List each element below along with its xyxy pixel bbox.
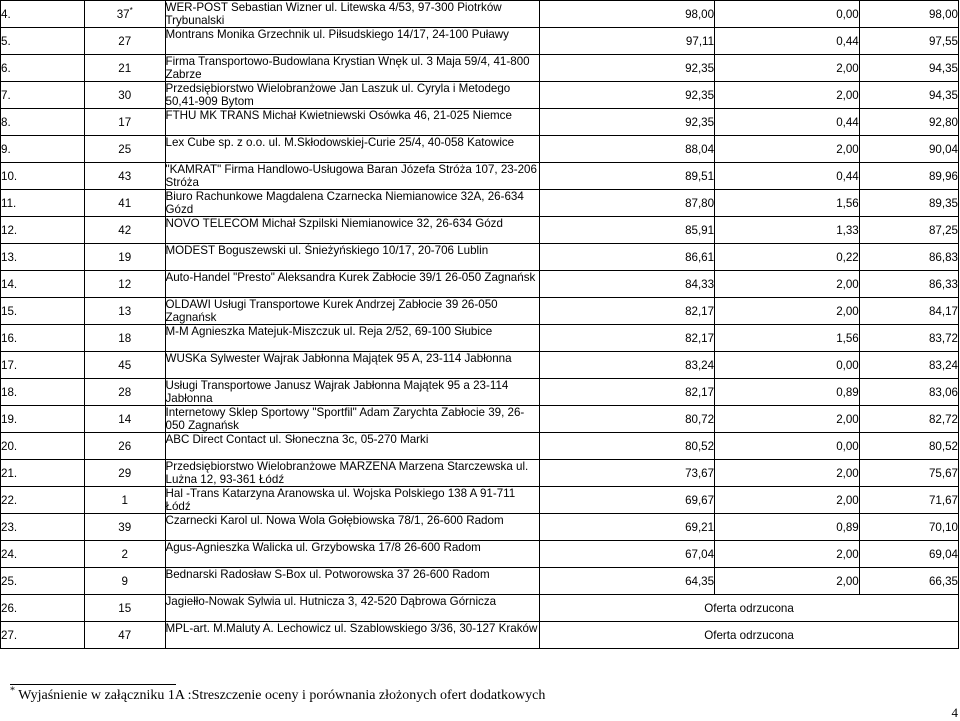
score-price: 82,17 [540, 379, 715, 406]
offer-number [85, 1, 166, 28]
score-price: 85,91 [540, 217, 715, 244]
table-row [1, 622, 959, 649]
rank-number: 24. [1, 541, 85, 568]
footnote-reference-mark: * [129, 5, 133, 15]
rank-number: 4. [1, 1, 85, 28]
contractor-name-text: Firma Transportowo-Budowlana Krystian Wnęk ul. 3 Maja 59/4, 41-800 Zabrze [165, 55, 530, 81]
score-price: 67,04 [540, 541, 715, 568]
table-row [1, 541, 959, 568]
offer-number-value: 47 [118, 628, 132, 642]
contractor-name-text: NOVO TELECOM Michał Szpilski Niemianowice 32, 26-634 Gózd [165, 217, 503, 230]
score-total: 98,00 [859, 1, 958, 28]
footnote-mark: * [10, 685, 15, 697]
contractor-name-text: WER-POST Sebastian Wizner ul. Litewska 4/53, 97-300 Piotrków Trybunalski [165, 1, 502, 27]
contractor-name-text: M-M Agnieszka Matejuk-Miszczuk ul. Reja 2/52, 69-100 Słubice [165, 325, 493, 338]
offer-number [85, 28, 166, 55]
offer-number [85, 217, 166, 244]
rank-number: 25. [1, 568, 85, 595]
table-row [1, 460, 959, 487]
score-price: 84,33 [540, 271, 715, 298]
offer-number [85, 379, 166, 406]
score-additional: 0,22 [715, 244, 860, 271]
score-total: 89,35 [859, 190, 958, 217]
rank-number: 9. [1, 136, 85, 163]
offer-number [85, 136, 166, 163]
contractor-name-text: Bednarski Radosław S-Box ul. Potworowska 37 26-600 Radom [165, 568, 490, 581]
offer-number [85, 190, 166, 217]
score-total: 83,72 [859, 325, 958, 352]
offer-number [85, 406, 166, 433]
offer-number-value: 18 [118, 331, 132, 345]
contractor-name [165, 325, 540, 352]
offer-number [85, 568, 166, 595]
offer-number-value: 12 [118, 277, 132, 291]
rank-number: 19. [1, 406, 85, 433]
offer-number [85, 541, 166, 568]
offer-number-value: 1 [121, 493, 128, 507]
table-row [1, 595, 959, 622]
contractor-name-text: Lex Cube sp. z o.o. ul. M.Skłodowskiej-Curie 25/4, 40-058 Katowice [165, 136, 515, 149]
rank-number: 26. [1, 595, 85, 622]
score-total: 89,96 [859, 163, 958, 190]
rank-number: 18. [1, 379, 85, 406]
footnote-text: Wyjaśnienie w załączniku 1A :Streszczenie oceny i porównania złożonych ofert dodatkowych [15, 688, 546, 703]
contractor-name [165, 136, 540, 163]
contractor-name [165, 82, 540, 109]
contractor-name [165, 568, 540, 595]
score-additional: 2,00 [715, 271, 860, 298]
contractor-name-text: Agus-Agnieszka Walicka ul. Grzybowska 17/8 26-600 Radom [165, 541, 481, 554]
score-additional: 0,00 [715, 352, 860, 379]
score-total: 71,67 [859, 487, 958, 514]
score-total: 70,10 [859, 514, 958, 541]
score-total: 83,06 [859, 379, 958, 406]
score-price: 87,80 [540, 190, 715, 217]
score-price: 80,72 [540, 406, 715, 433]
score-additional: 0,00 [715, 1, 860, 28]
table-row [1, 163, 959, 190]
offer-number-value: 26 [118, 439, 132, 453]
score-additional: 2,00 [715, 82, 860, 109]
rank-number: 6. [1, 55, 85, 82]
rank-number: 22. [1, 487, 85, 514]
score-additional: 2,00 [715, 406, 860, 433]
contractor-name [165, 28, 540, 55]
contractor-name-text: Hal -Trans Katarzyna Aranowska ul. Wojska Polskiego 138 A 91-711 Łódź [165, 487, 516, 513]
score-additional: 2,00 [715, 568, 860, 595]
score-total: 86,83 [859, 244, 958, 271]
score-price: 89,51 [540, 163, 715, 190]
offer-number [85, 514, 166, 541]
page-number: 4 [951, 705, 958, 720]
contractor-name [165, 109, 540, 136]
table-row [1, 109, 959, 136]
score-price: 83,24 [540, 352, 715, 379]
footnote-divider [10, 684, 176, 685]
contractor-name-text: Czarnecki Karol ul. Nowa Wola Gołębiowska 78/1, 26-600 Radom [165, 514, 504, 527]
offer-number [85, 595, 166, 622]
score-additional: 2,00 [715, 298, 860, 325]
score-total: 82,72 [859, 406, 958, 433]
score-total: 94,35 [859, 82, 958, 109]
contractor-name-text: MODEST Boguszewski ul. Śnieżyńskiego 10/17, 20-706 Lublin [165, 244, 489, 257]
table-row [1, 82, 959, 109]
score-total: 86,33 [859, 271, 958, 298]
score-additional: 0,89 [715, 514, 860, 541]
score-additional: 2,00 [715, 460, 860, 487]
offer-number [85, 82, 166, 109]
offer-number-value: 39 [118, 520, 132, 534]
contractor-name [165, 55, 540, 82]
contractor-name-text: FTHU MK TRANS Michał Kwietniewski Osówka 46, 21-025 Niemce [165, 109, 512, 122]
contractor-name-text: MPL-art. M.Maluty A. Lechowicz ul. Szablowskiego 3/36, 30-127 Kraków [165, 622, 538, 635]
score-price: 92,35 [540, 55, 715, 82]
score-total: 75,67 [859, 460, 958, 487]
contractor-name-text: Montrans Monika Grzechnik ul. Piłsudskiego 14/17, 24-100 Puławy [165, 28, 509, 41]
score-price: 69,21 [540, 514, 715, 541]
contractor-name [165, 460, 540, 487]
score-price: 86,61 [540, 244, 715, 271]
contractor-name-text: OLDAWI Usługi Transportowe Kurek Andrzej Zabłocie 39 26-050 Zagnańsk [165, 298, 498, 324]
offer-number-value: 42 [118, 223, 132, 237]
score-additional: 2,00 [715, 55, 860, 82]
score-additional: 2,00 [715, 487, 860, 514]
score-additional: 1,56 [715, 190, 860, 217]
table-row [1, 244, 959, 271]
score-total: 66,35 [859, 568, 958, 595]
score-price: 92,35 [540, 82, 715, 109]
contractor-name [165, 379, 540, 406]
table-row [1, 298, 959, 325]
offer-number-value: 19 [118, 250, 132, 264]
rank-number: 5. [1, 28, 85, 55]
offers-table-body [1, 1, 959, 649]
offer-number-value: 9 [121, 574, 128, 588]
offer-number-value: 30 [118, 88, 132, 102]
table-row [1, 28, 959, 55]
offer-number [85, 109, 166, 136]
offer-number [85, 271, 166, 298]
table-row [1, 433, 959, 460]
contractor-name [165, 541, 540, 568]
contractor-name-text: Jagiełło-Nowak Sylwia ul. Hutnicza 3, 42-520 Dąbrowa Górnicza [165, 595, 497, 608]
contractor-name [165, 433, 540, 460]
offer-number [85, 244, 166, 271]
score-price: 82,17 [540, 325, 715, 352]
contractor-name [165, 1, 540, 28]
score-price: 64,35 [540, 568, 715, 595]
table-row [1, 379, 959, 406]
offer-number [85, 622, 166, 649]
contractor-name-text: Internetowy Sklep Sportowy "Sportfil" Adam Zarychta Zabłocie 39, 26-050 Zagnańsk [165, 406, 525, 432]
score-total: 87,25 [859, 217, 958, 244]
score-total: 94,35 [859, 55, 958, 82]
contractor-name-text: Biuro Rachunkowe Magdalena Czarnecka Niemianowice 32A, 26-634 Gózd [165, 190, 524, 216]
table-row [1, 136, 959, 163]
score-total: 90,04 [859, 136, 958, 163]
offer-number-value: 17 [118, 115, 132, 129]
score-price: 82,17 [540, 298, 715, 325]
offer-number [85, 433, 166, 460]
contractor-name [165, 622, 540, 649]
contractor-name [165, 352, 540, 379]
contractor-name [165, 163, 540, 190]
offer-number-value: 25 [118, 142, 132, 156]
table-row [1, 568, 959, 595]
rank-number: 14. [1, 271, 85, 298]
score-price: 97,11 [540, 28, 715, 55]
offer-number [85, 487, 166, 514]
rejection-status: Oferta odrzucona [540, 622, 959, 649]
score-total: 97,55 [859, 28, 958, 55]
offer-number-value: 43 [118, 169, 132, 183]
table-row [1, 55, 959, 82]
offer-number-value: 14 [118, 412, 132, 426]
offer-number-value: 21 [118, 61, 132, 75]
contractor-name [165, 190, 540, 217]
offer-number-value: 41 [118, 196, 132, 210]
offer-number [85, 352, 166, 379]
table-row [1, 352, 959, 379]
score-price: 80,52 [540, 433, 715, 460]
score-additional: 0,00 [715, 433, 860, 460]
rank-number: 11. [1, 190, 85, 217]
rank-number: 21. [1, 460, 85, 487]
offer-number [85, 298, 166, 325]
contractor-name [165, 244, 540, 271]
rank-number: 23. [1, 514, 85, 541]
score-total: 69,04 [859, 541, 958, 568]
rank-number: 16. [1, 325, 85, 352]
score-total: 83,24 [859, 352, 958, 379]
score-total: 80,52 [859, 433, 958, 460]
contractor-name-text: WUSKa Sylwester Wajrak Jabłonna Majątek 95 A, 23-114 Jabłonna [165, 352, 512, 365]
contractor-name [165, 514, 540, 541]
offer-number-value: 27 [118, 34, 132, 48]
contractor-name [165, 406, 540, 433]
score-additional: 1,33 [715, 217, 860, 244]
score-price: 69,67 [540, 487, 715, 514]
rejection-status: Oferta odrzucona [540, 595, 959, 622]
offer-number [85, 460, 166, 487]
contractor-name [165, 595, 540, 622]
offer-number-value: 45 [118, 358, 132, 372]
score-additional: 0,44 [715, 109, 860, 136]
rank-number: 12. [1, 217, 85, 244]
offer-number [85, 55, 166, 82]
rank-number: 20. [1, 433, 85, 460]
offer-number-value: 37 [116, 7, 130, 21]
offer-number-value: 28 [118, 385, 132, 399]
table-row [1, 271, 959, 298]
contractor-name [165, 217, 540, 244]
score-price: 92,35 [540, 109, 715, 136]
table-row [1, 1, 959, 28]
rank-number: 17. [1, 352, 85, 379]
offer-number [85, 325, 166, 352]
contractor-name-text: Przedsiębiorstwo Wielobranżowe MARZENA Marzena Starczewska ul. Lużna 12, 93-361 Łódź [165, 460, 529, 486]
table-row [1, 325, 959, 352]
offer-number-value: 29 [118, 466, 132, 480]
table-row [1, 406, 959, 433]
footnote [10, 685, 546, 704]
rank-number: 27. [1, 622, 85, 649]
contractor-name-text: "KAMRAT" Firma Handlowo-Usługowa Baran Józefa Stróża 107, 23-206 Stróża [165, 163, 537, 189]
contractor-name-text: ABC Direct Contact ul. Słoneczna 3c, 05-270 Marki [165, 433, 429, 446]
contractor-name-text: Usługi Transportowe Janusz Wajrak Jabłonna Majątek 95 a 23-114 Jabłonna [165, 379, 509, 405]
offer-number [85, 163, 166, 190]
rank-number: 13. [1, 244, 85, 271]
score-price: 98,00 [540, 1, 715, 28]
table-row [1, 190, 959, 217]
offer-number-value: 2 [121, 547, 128, 561]
score-total: 84,17 [859, 298, 958, 325]
score-total: 92,80 [859, 109, 958, 136]
score-additional: 0,44 [715, 28, 860, 55]
table-row [1, 217, 959, 244]
score-additional: 0,44 [715, 163, 860, 190]
contractor-name [165, 487, 540, 514]
score-price: 88,04 [540, 136, 715, 163]
score-additional: 0,89 [715, 379, 860, 406]
offer-number-value: 13 [118, 304, 132, 318]
rank-number: 7. [1, 82, 85, 109]
rank-number: 8. [1, 109, 85, 136]
score-additional: 2,00 [715, 136, 860, 163]
contractor-name [165, 271, 540, 298]
contractor-name [165, 298, 540, 325]
table-row [1, 514, 959, 541]
contractor-name-text: Auto-Handel "Presto" Aleksandra Kurek Zabłocie 39/1 26-050 Zagnańsk [165, 271, 536, 284]
rank-number: 15. [1, 298, 85, 325]
contractor-name-text: Przedsiębiorstwo Wielobranżowe Jan Laszuk ul. Cyryla i Metodego 50,41-909 Bytom [165, 82, 511, 108]
offer-number-value: 15 [118, 601, 132, 615]
score-additional: 1,56 [715, 325, 860, 352]
rank-number: 10. [1, 163, 85, 190]
score-additional: 2,00 [715, 541, 860, 568]
table-row [1, 487, 959, 514]
score-price: 73,67 [540, 460, 715, 487]
